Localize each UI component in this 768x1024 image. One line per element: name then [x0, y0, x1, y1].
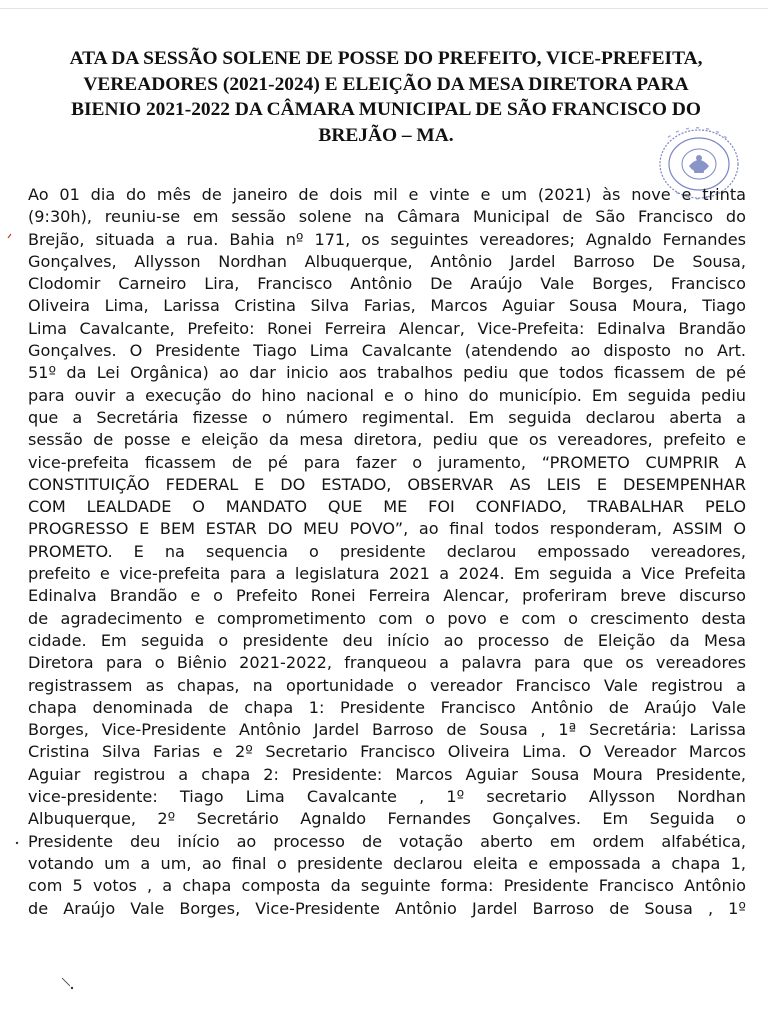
red-ink-mark [6, 232, 14, 240]
body-line: Brejão, situada a rua. Bahia nº 171, os seguintes vereadores; Agnaldo Fernandes [28, 229, 746, 249]
body-line: PROGRESSO E BEM ESTAR DO MEU POVO”, ao final todos responderam, ASSIM O [28, 519, 746, 539]
body-line: com 5 votos , a chapa composta da seguinte forma: Presidente Francisco Antônio [28, 876, 746, 896]
body-line: Lima Cavalcante, Prefeito: Ronei Ferreira Alencar, Vice-Prefeita: Edinalva Brandão [28, 318, 746, 338]
document-title [60, 46, 712, 148]
page-edge-line [0, 8, 768, 9]
body-line: Oliveira Lima, Larissa Cristina Silva Farias, Marcos Aguiar Sousa Moura, Tiago [28, 296, 746, 316]
body-line: de agradecimento e comprometimento com o povo e com o crescimento desta [28, 608, 746, 628]
body-line: Clodomir Carneiro Lira, Francisco Antônio De Araújo Vale Borges, Francisco [28, 274, 746, 294]
body-line: votando um a um, ao final o presidente declarou eleita e empossada a chapa 1, [28, 853, 746, 873]
title-line: ATA DA SESSÃO SOLENE DE POSSE DO PREFEITO, VICE-PREFEITA, [69, 48, 703, 69]
pen-stroke [60, 976, 76, 990]
ink-dot [14, 840, 20, 846]
body-line: COM LEALDADE O MANDATO QUE ME FOI CONFIADO, TRABALHAR PELO [28, 497, 746, 517]
body-line: cidade. Em seguida o presidente deu início ao processo de Eleição da Mesa [28, 630, 746, 650]
body-line: Borges, Vice-Presidente Antônio Jardel Barroso de Sousa , 1ª Secretária: Larissa [28, 720, 746, 740]
body-line: Presidente deu início ao processo de votação aberto em ordem alfabética, [28, 831, 746, 851]
body-line: Cristina Silva Farias e 2º Secretario Francisco Oliveira Lima. O Vereador Marcos [28, 742, 746, 762]
title-line: BIENIO 2021-2022 DA CÂMARA MUNICIPAL DE SÃO FRANCISCO DO [71, 99, 701, 120]
body-line: Edinalva Brandão e o Prefeito Ronei Ferreira Alencar, proferiram breve discurso [28, 586, 746, 606]
body-line: CONSTITUIÇÃO FEDERAL E DO ESTADO, OBSERVAR AS LEIS E DESEMPENHAR [28, 474, 746, 494]
body-line: Ao 01 dia do mês de janeiro de dois mil e vinte e um (2021) às nove e trinta [28, 185, 746, 204]
body-line: 51º da Lei Orgânica) ao dar inicio aos trabalhos pediu que todos ficassem de pé [28, 363, 746, 383]
body-line: que a Secretária fizesse o número regimental. Em seguida declarou aberta a [28, 407, 746, 427]
title-line: VEREADORES (2021-2024) E ELEIÇÃO DA MESA DIRETORA PARA [83, 73, 689, 95]
body-line: PROMETO. E na sequencia o presidente declarou empossado vereadores, [28, 541, 746, 561]
body-line: para ouvir a execução do hino nacional e o hino do município. Em seguida pediu [28, 385, 746, 405]
body-line: (9:30h), reuniu-se em sessão solene na Câmara Municipal de São Francisco do [28, 207, 746, 227]
body-line: vice-presidente: Tiago Lima Cavalcante , 1º secretario Allysson Nordhan [28, 787, 746, 807]
body-line: Aguiar registrou a chapa 2: Presidente: Marcos Aguiar Sousa Moura Presidente, [28, 764, 746, 784]
body-line: Albuquerque, 2º Secretário Agnaldo Fernandes Gonçalves. Em Seguida o [28, 809, 746, 829]
body-line: Diretora para o Biênio 2021-2022, franqueou a palavra para que os vereadores [28, 653, 746, 673]
body-line: sessão de posse e eleição da mesa diretora, pediu que os vereadores, prefeito e [28, 430, 746, 450]
minutes-body [28, 184, 746, 920]
body-line: registrassem as chapas, na oportunidade o vereador Francisco Vale registrou a [28, 675, 746, 695]
body-line: Gonçalves, Allysson Nordhan Albuquerque, Antônio Jardel Barroso De Sousa, [28, 251, 746, 271]
body-line: prefeito e vice-prefeita para a legislatura 2021 a 2024. Em seguida a Vice Prefeita [28, 564, 746, 584]
body-line: chapa denominada de chapa 1: Presidente Francisco Antônio de Araújo Vale [28, 697, 746, 717]
body-line: Gonçalves. O Presidente Tiago Lima Cavalcante (atendendo ao disposto no Art. [28, 341, 746, 361]
title-line: BREJÃO – MA. [318, 124, 454, 146]
body-line: vice-prefeita ficassem de pé para fazer o juramento, “PROMETO CUMPRIR A [28, 452, 746, 472]
body-line: de Araújo Vale Borges, Vice-Presidente Antônio Jardel Barroso de Sousa , 1º [28, 898, 746, 918]
